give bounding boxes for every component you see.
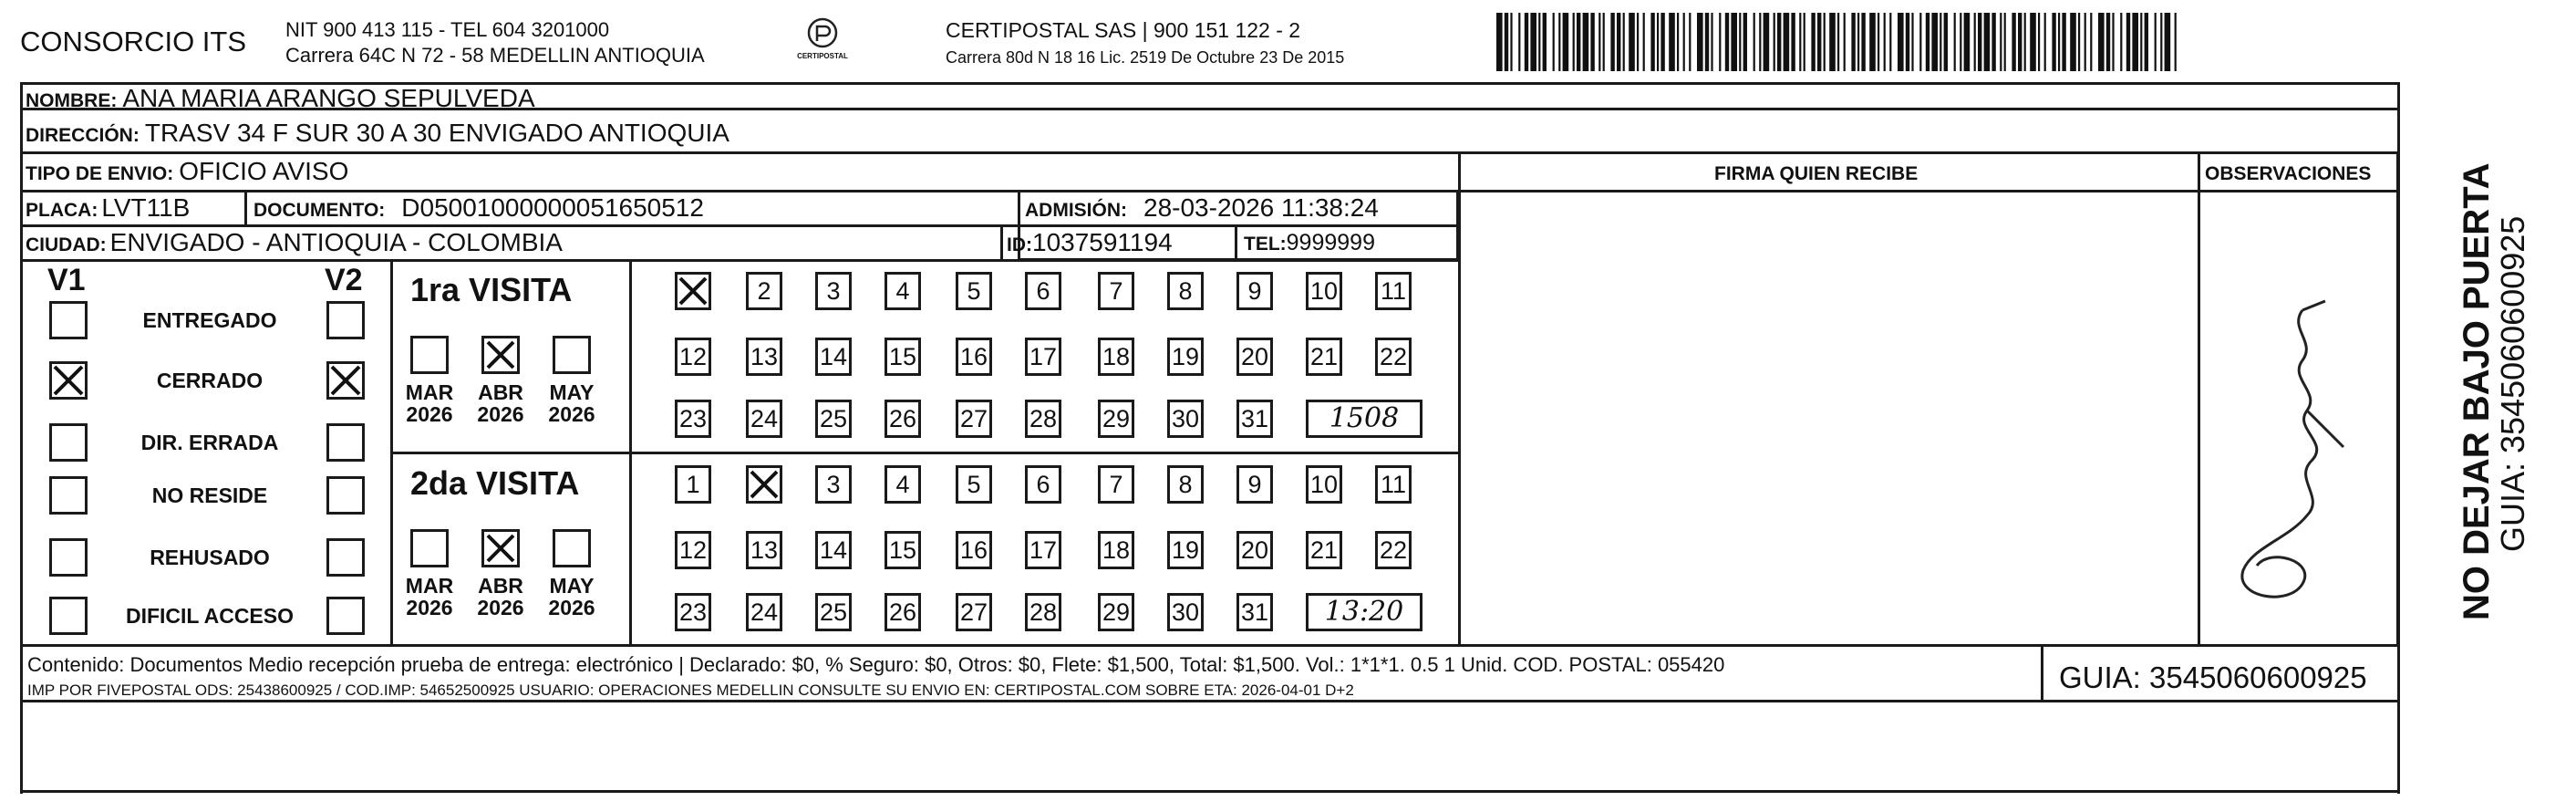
day-29[interactable]: 29 xyxy=(1098,593,1134,631)
barcode-bar xyxy=(1954,13,1956,71)
barcode-bar xyxy=(1889,13,1891,71)
field-direccion: DIRECCIÓN: TRASV 34 F SUR 30 A 30 ENVIGADO ANTIOQUIA xyxy=(26,119,729,147)
month-year: 2026 xyxy=(406,596,453,620)
barcode-bar xyxy=(1898,13,1904,71)
day-3[interactable]: 3 xyxy=(815,272,852,310)
month-checkbox[interactable] xyxy=(553,529,591,567)
divider xyxy=(1235,224,1237,259)
barcode-bar xyxy=(2030,13,2036,71)
barcode-bar xyxy=(1538,13,1540,71)
day-23[interactable]: 23 xyxy=(675,593,711,631)
month-name: ABR xyxy=(478,380,523,404)
day-24[interactable]: 24 xyxy=(746,593,782,631)
day-5[interactable]: 5 xyxy=(956,272,992,310)
barcode-bar xyxy=(1764,13,1770,71)
status-option-label: DIR. ERRADA xyxy=(140,431,279,454)
day-26[interactable]: 26 xyxy=(885,400,921,438)
day-22[interactable]: 22 xyxy=(1375,338,1412,376)
barcode-bar xyxy=(2062,13,2065,71)
day-19[interactable]: 19 xyxy=(1167,338,1204,376)
day-28[interactable]: 28 xyxy=(1025,400,1061,438)
barcode-bar xyxy=(1689,13,1691,71)
barcode-bar xyxy=(1657,13,1659,71)
day-4[interactable]: 4 xyxy=(885,272,921,310)
barcode-bar xyxy=(2078,13,2080,71)
day-4[interactable]: 4 xyxy=(885,465,921,504)
barcode-bar xyxy=(1530,13,1536,71)
barcode-bar xyxy=(2132,13,2138,71)
day-20[interactable]: 20 xyxy=(1236,531,1273,569)
barcode-bar xyxy=(1851,13,1855,71)
v1-checkbox[interactable] xyxy=(49,361,88,400)
status-option-label: ENTREGADO xyxy=(142,308,277,332)
day-2[interactable]: 2 xyxy=(746,272,782,310)
month-label xyxy=(398,381,461,425)
day-8[interactable]: 8 xyxy=(1167,465,1204,504)
field-documento: DOCUMENTO: D05001000000051650512 xyxy=(253,193,704,222)
divider xyxy=(2041,644,2043,702)
day-9[interactable]: 9 xyxy=(1236,272,1273,310)
day-13[interactable]: 13 xyxy=(746,338,782,376)
barcode-bar xyxy=(1743,13,1747,71)
barcode-bar xyxy=(1705,13,1709,71)
barcode-bar xyxy=(2140,13,2142,71)
barcode-bar xyxy=(1811,13,1815,71)
barcode-bar xyxy=(1598,13,1600,71)
barcode-bar xyxy=(1799,13,1801,71)
divider xyxy=(629,259,632,644)
barcode-bar xyxy=(1940,13,1941,71)
day-20[interactable]: 20 xyxy=(1236,338,1273,376)
barcode-bar xyxy=(1791,13,1795,71)
day-24[interactable]: 24 xyxy=(746,400,782,438)
day-16[interactable]: 16 xyxy=(956,531,992,569)
v1-checkbox[interactable] xyxy=(49,423,88,462)
month-name: MAR xyxy=(405,380,454,404)
barcode-bar xyxy=(2106,13,2110,71)
barcode-bar xyxy=(1617,13,1620,71)
handwritten-signature xyxy=(2216,274,2380,620)
field-ciudad: CIUDAD: ENVIGADO - ANTIOQUIA - COLOMBIA xyxy=(26,228,563,256)
v2-checkbox[interactable] xyxy=(326,301,365,339)
barcode-bar xyxy=(1837,13,1839,71)
carrier-license: Carrera 80d N 18 16 Lic. 2519 De Octubre 23 De 2015 xyxy=(946,48,1345,67)
barcode-bar xyxy=(1583,13,1589,71)
day-23[interactable]: 23 xyxy=(675,400,711,438)
barcode-bar xyxy=(1754,13,1755,71)
barcode-bar xyxy=(1829,13,1836,71)
no-dejar-bajo-puerta: NO DEJAR BAJO PUERTA xyxy=(2457,162,2497,620)
barcode-bar xyxy=(1784,13,1790,71)
month-year: 2026 xyxy=(477,402,524,427)
barcode-bar xyxy=(1683,13,1685,71)
barcode-bar xyxy=(2018,13,2022,71)
day-25[interactable]: 25 xyxy=(815,400,852,438)
divider xyxy=(20,151,2400,154)
barcode-bar xyxy=(1974,13,1976,71)
day-8[interactable]: 8 xyxy=(1167,272,1204,310)
barcode-bar xyxy=(1804,13,1805,71)
day-1[interactable]: 1 xyxy=(675,465,711,504)
barcode-bar xyxy=(1525,13,1528,71)
barcode-bar xyxy=(1643,13,1645,71)
day-17[interactable]: 17 xyxy=(1025,531,1061,569)
day-12[interactable]: 12 xyxy=(675,338,711,376)
day-5[interactable]: 5 xyxy=(956,465,992,504)
day-15[interactable]: 15 xyxy=(885,338,921,376)
barcode-bar xyxy=(1960,13,1961,71)
day-28[interactable]: 28 xyxy=(1025,593,1061,631)
divider xyxy=(1458,190,2400,192)
barcode-bar xyxy=(2012,13,2015,71)
field-nombre: NOMBRE: ANA MARIA ARANGO SEPULVEDA xyxy=(26,84,535,112)
month-name: MAY xyxy=(549,380,595,404)
barcode-bar xyxy=(1739,13,1741,71)
barcode-bar xyxy=(1603,13,1605,71)
day-10[interactable]: 10 xyxy=(1306,465,1342,504)
firma-header: FIRMA QUIEN RECIBE xyxy=(1714,163,1919,184)
month-checkbox[interactable] xyxy=(410,336,449,374)
barcode-bar xyxy=(1553,13,1555,71)
v2-checkbox[interactable] xyxy=(326,361,365,400)
barcode-bar xyxy=(1926,13,1929,71)
month-year: 2026 xyxy=(548,402,595,427)
divider xyxy=(390,452,1458,454)
barcode-bar xyxy=(1725,13,1729,71)
barcode-bar xyxy=(1817,13,1821,71)
day-6[interactable]: 6 xyxy=(1025,465,1061,504)
barcode-bar xyxy=(1884,13,1886,71)
v1-label: V1 xyxy=(47,263,86,297)
barcode-bar xyxy=(2090,13,2092,71)
day-30[interactable]: 30 xyxy=(1167,593,1204,631)
barcode-bar xyxy=(1510,13,1512,71)
barcode-bar xyxy=(1677,13,1679,71)
barcode-bar xyxy=(1558,13,1560,71)
visit-time[interactable]: 1508 xyxy=(1306,400,1422,438)
month-label xyxy=(398,575,461,619)
certipostal-logo xyxy=(790,15,855,69)
barcode-bar xyxy=(1861,13,1865,71)
barcode-bar xyxy=(1844,13,1846,71)
barcode-bar xyxy=(2155,13,2157,71)
day-1[interactable] xyxy=(675,272,711,310)
barcode-bar xyxy=(2145,13,2148,71)
status-option-label: REHUSADO xyxy=(150,546,270,569)
barcode-bar xyxy=(1623,13,1625,71)
barcode-bar xyxy=(1660,13,1664,71)
day-7[interactable]: 7 xyxy=(1098,465,1134,504)
field-placa: PLACA: LVT11B xyxy=(26,193,191,222)
field-tipo-envio: TIPO DE ENVIO: OFICIO AVISO xyxy=(26,157,349,185)
day-18[interactable]: 18 xyxy=(1098,531,1134,569)
day-6[interactable]: 6 xyxy=(1025,272,1061,310)
barcode-bar xyxy=(1669,13,1675,71)
barcode-bar xyxy=(2070,13,2076,71)
v1-checkbox[interactable] xyxy=(49,597,88,635)
day-11[interactable]: 11 xyxy=(1375,272,1412,310)
barcode-bar xyxy=(1563,13,1569,71)
day-21[interactable]: 21 xyxy=(1306,338,1342,376)
day-9[interactable]: 9 xyxy=(1236,465,1273,504)
month-label xyxy=(469,381,533,425)
day-13[interactable]: 13 xyxy=(746,531,782,569)
barcode-bar xyxy=(1719,13,1721,71)
day-15[interactable]: 15 xyxy=(885,531,921,569)
field-tel: TEL:9999999 xyxy=(1244,230,1375,255)
barcode-bar xyxy=(1573,13,1575,71)
month-name: ABR xyxy=(478,574,523,598)
day-22[interactable]: 22 xyxy=(1375,531,1412,569)
v2-checkbox[interactable] xyxy=(326,597,365,635)
side-guia: GUIA: 3545060600925 xyxy=(2494,215,2531,552)
day-19[interactable]: 19 xyxy=(1167,531,1204,569)
barcode-bar xyxy=(1774,13,1775,71)
guide-form xyxy=(20,82,2400,702)
company-nit: NIT 900 413 115 - TEL 604 3201000 xyxy=(285,18,610,41)
barcode-bar xyxy=(2000,13,2002,71)
v2-checkbox[interactable] xyxy=(326,538,365,577)
status-option-label: NO RESIDE xyxy=(151,484,268,507)
month-checkbox[interactable] xyxy=(481,529,520,567)
month-year: 2026 xyxy=(548,596,595,620)
barcode-bar xyxy=(1984,13,1991,71)
month-checkbox[interactable] xyxy=(553,336,591,374)
divider xyxy=(2397,702,2400,794)
barcode-bar xyxy=(1944,13,1948,71)
barcode-bar xyxy=(2038,13,2040,71)
divider xyxy=(2198,151,2200,644)
barcode-bar xyxy=(2120,13,2122,71)
month-name: MAY xyxy=(549,574,595,598)
barcode-bar xyxy=(1731,13,1737,71)
month-label xyxy=(540,575,604,619)
barcode-bar xyxy=(2160,13,2162,71)
barcode-bar xyxy=(1878,13,1879,71)
v2-checkbox[interactable] xyxy=(326,423,365,462)
v1-checkbox[interactable] xyxy=(49,476,88,515)
barcode-bar xyxy=(1577,13,1580,71)
day-11[interactable]: 11 xyxy=(1375,465,1412,504)
day-18[interactable]: 18 xyxy=(1098,338,1134,376)
carrier-name: CERTIPOSTAL SAS | 900 151 122 - 2 xyxy=(946,18,1301,42)
month-year: 2026 xyxy=(477,596,524,620)
barcode-bar xyxy=(1978,13,1981,71)
observaciones-header: OBSERVACIONES xyxy=(2205,163,2372,184)
footer-contenido: Contenido: Documentos Medio recepción prueba de entrega: electrónico | Declarado: $0, % Seguro: $0, Otros: $0, Flete: $1,500, Total: $1,500. Vol.: 1*1*1. 0.5 1 Unid. COD. POSTAL: 055420 xyxy=(27,653,1725,676)
barcode-bar xyxy=(1857,13,1859,71)
v2-checkbox[interactable] xyxy=(326,476,365,515)
month-label xyxy=(469,575,533,619)
barcode-bar xyxy=(1610,13,1614,71)
barcode-bar xyxy=(2085,13,2086,71)
barcode-bar xyxy=(2052,13,2055,71)
divider xyxy=(1000,224,1003,259)
barcode-bar xyxy=(1637,13,1639,71)
day-26[interactable]: 26 xyxy=(885,593,921,631)
divider xyxy=(244,190,247,224)
barcode-bar xyxy=(1824,13,1826,71)
day-10[interactable]: 10 xyxy=(1306,272,1342,310)
barcode-bar xyxy=(1759,13,1761,71)
month-checkbox[interactable] xyxy=(481,336,520,374)
barcode-bar xyxy=(2165,13,2171,71)
day-27[interactable]: 27 xyxy=(956,593,992,631)
barcode-bar xyxy=(1991,13,1995,71)
visit-time[interactable]: 13:20 xyxy=(1306,593,1422,631)
day-7[interactable]: 7 xyxy=(1098,272,1134,310)
day-3[interactable]: 3 xyxy=(815,465,852,504)
barcode-bar xyxy=(2126,13,2130,71)
barcode-bar xyxy=(1543,13,1547,71)
day-27[interactable]: 27 xyxy=(956,400,992,438)
barcode-bar xyxy=(1650,13,1654,71)
barcode-bar xyxy=(2004,13,2006,71)
barcode-bar xyxy=(1869,13,1876,71)
barcode-bar xyxy=(1911,13,1913,71)
barcode-bar xyxy=(1931,13,1938,71)
status-option-label: DIFICIL ACCESO xyxy=(125,604,294,628)
logo-text: CERTIPOSTAL xyxy=(797,52,848,60)
day-29[interactable]: 29 xyxy=(1098,400,1134,438)
divider xyxy=(2396,151,2399,644)
barcode-bar xyxy=(1629,13,1635,71)
day-21[interactable]: 21 xyxy=(1306,531,1342,569)
visit-title: 2da VISITA xyxy=(410,464,580,502)
barcode-bar xyxy=(1906,13,1909,71)
barcode-bar xyxy=(2058,13,2060,71)
divider xyxy=(20,702,23,794)
day-14[interactable]: 14 xyxy=(815,338,852,376)
status-option-label: CERRADO xyxy=(156,369,264,392)
barcode-bar xyxy=(1505,13,1508,71)
v2-label: V2 xyxy=(325,263,363,297)
company-name: CONSORCIO ITS xyxy=(20,26,247,57)
day-2[interactable] xyxy=(746,465,782,504)
barcode-bar xyxy=(2175,13,2177,71)
v1-checkbox[interactable] xyxy=(49,538,88,577)
day-30[interactable]: 30 xyxy=(1167,400,1204,438)
barcode-bar xyxy=(2112,13,2114,71)
barcode-bar xyxy=(1518,13,1520,71)
day-14[interactable]: 14 xyxy=(815,531,852,569)
month-year: 2026 xyxy=(406,402,453,427)
day-17[interactable]: 17 xyxy=(1025,338,1061,376)
company-address: Carrera 64C N 72 - 58 MEDELLIN ANTIOQUIA xyxy=(285,44,705,67)
visit-title: 1ra VISITA xyxy=(410,271,573,308)
barcode-bar xyxy=(2024,13,2026,71)
day-25[interactable]: 25 xyxy=(815,593,852,631)
month-label xyxy=(540,381,604,425)
barcode-bar xyxy=(1496,13,1503,71)
divider xyxy=(20,790,2400,793)
field-admision: ADMISIÓN: 28-03-2026 11:38:24 xyxy=(1025,193,1379,222)
barcode-bar xyxy=(2044,13,2046,71)
barcode-bar xyxy=(1590,13,1594,71)
barcode-bar xyxy=(1711,13,1712,71)
barcode-bar xyxy=(2098,13,2105,71)
barcode-bar xyxy=(1777,13,1781,71)
barcode xyxy=(1496,13,2178,71)
day-31[interactable]: 31 xyxy=(1236,400,1273,438)
field-id: ID:1037591194 xyxy=(1007,228,1173,256)
barcode-bar xyxy=(1964,13,1971,71)
day-31[interactable]: 31 xyxy=(1236,593,1273,631)
day-16[interactable]: 16 xyxy=(956,338,992,376)
month-name: MAR xyxy=(405,574,454,598)
barcode-bar xyxy=(1697,13,1703,71)
footer-guia: GUIA: 3545060600925 xyxy=(2059,661,2367,694)
barcode-bar xyxy=(1919,13,1921,71)
month-checkbox[interactable] xyxy=(410,529,449,567)
side-notice xyxy=(2413,109,2531,620)
footer-impresion: IMP POR FIVEPOSTAL ODS: 25438600925 / COD.IMP: 54652500925 USUARIO: OPERACIONES MEDELLIN CONSULTE SU ENVIO EN: CERTIPOSTAL.COM SOBRE ETA: 2026-04-01 D+2 xyxy=(27,681,1354,699)
v1-checkbox[interactable] xyxy=(49,301,88,339)
day-12[interactable]: 12 xyxy=(675,531,711,569)
